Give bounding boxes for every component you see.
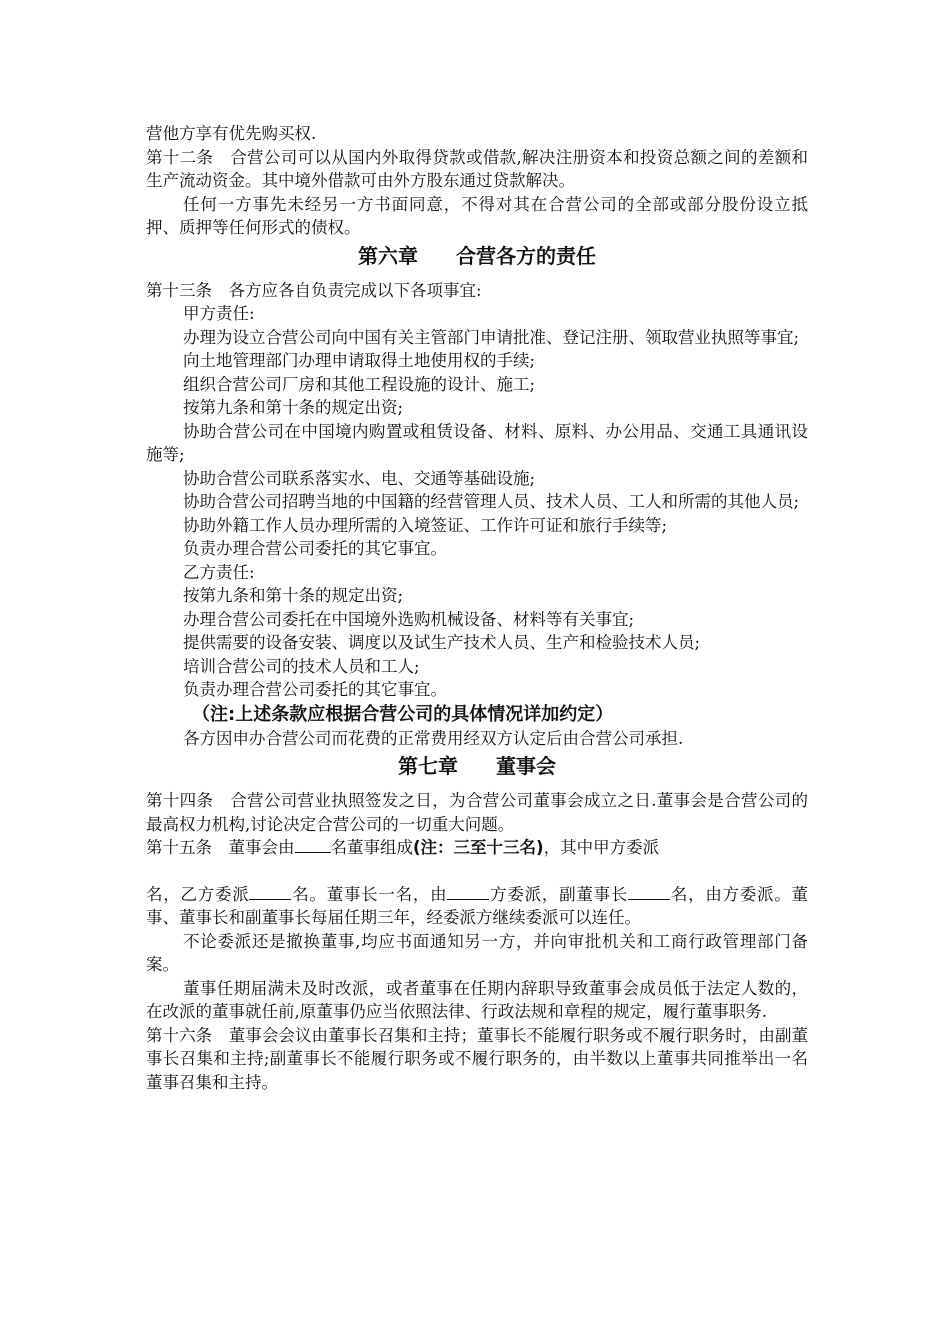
party-a-label: 甲方责任: [183, 304, 255, 323]
list-item: 负责办理合营公司委托的其它事宜。 [183, 680, 447, 699]
text-span: ，其中甲方委派 [543, 838, 660, 857]
list-item: 负责办理合营公司委托的其它事宜。 [183, 539, 447, 558]
expenses-paragraph: 各方因申办合营公司而花费的正常费用经双方认定后由合营公司承担. [183, 728, 684, 748]
article-14: 第十四条 合营公司营业执照签发之日，为合营公司董事会成立之日.董事会是合营公司的最高权力机构,讨论决定合营公司的一切重大问题。 [146, 791, 808, 834]
document-page [146, 122, 808, 1094]
blank-field[interactable] [447, 884, 489, 900]
article-15-cont [146, 883, 808, 930]
list-item: 协助外籍工作人员办理所需的入境签证、工作许可证和旅行手续等; [183, 515, 668, 535]
article-15 [146, 836, 808, 860]
inline-note: (注：三至十三名) [413, 838, 544, 857]
chapter-7-heading [146, 751, 808, 781]
paragraph: 董事任期届满未及时改派，或者董事在任期内辞职导致董事会成员低于法定人数的，在改派的董事就任前,原董事仍应当依照法律、行政法规和章程的规定，履行董事职务. [146, 978, 808, 1021]
text-span: 第十五条 董事会由 [146, 838, 295, 857]
paragraph: 任何一方事先未经另一方书面同意，不得对其在合营公司的全部或部分股份设立抵押、质押等任何形式的债权。 [146, 194, 808, 237]
article-16: 第十六条 董事会会议由董事长召集和主持；董事长不能履行职务或不履行职务时，由副董事长召集和主持;副董事长不能履行职务或不履行职务的，由半数以上董事共同推举出一名董事召集和主持。 [146, 1025, 808, 1092]
article-13: 第十三条 各方应各自负责完成以下各项事宜: [146, 280, 482, 300]
list-item: 组织合营公司厂房和其他工程设施的设计、施工; [183, 374, 536, 394]
list-item: 协助合营公司联系落实水、电、交通等基础设施; [183, 468, 536, 488]
text-span: 名，由 [670, 884, 723, 904]
text-span: 方委派。董事、董事长和副董事长每届任期三年，经委派方继续委派可以连任。 [146, 884, 809, 927]
party-b-label: 乙方责任: [183, 562, 255, 582]
text-span: 名，乙方委派 [146, 884, 250, 904]
list-item: 按第九条和第十条的规定出资; [183, 586, 404, 605]
list-item: 协助合营公司在中国境内购置或租赁设备、材料、原料、办公用品、交通工具通讯设施等; [146, 421, 808, 464]
list-item: 提供需要的设备安装、调度以及试生产技术人员、生产和检验技术人员; [183, 633, 701, 652]
list-item: 协助合营公司招聘当地的中国籍的经营管理人员、技术人员、工人和所需的其他人员; [183, 492, 800, 511]
list-item: 办理为设立合营公司向中国有关主管部门申请批准、登记注册、领取营业执照等事宜; [183, 327, 800, 347]
text-span: 名。董事长一名，由 [291, 884, 448, 904]
article-12: 第十二条 合营公司可以从国内外取得贷款或借款,解决注册资本和投资总额之间的差额和生产流动资金。其中境外借款可由外方股东通过贷款解决。 [146, 147, 808, 190]
drafting-note: （注:上述条款应根据合营公司的具体情况详加约定） [192, 703, 614, 725]
blank-field[interactable] [295, 837, 331, 853]
chapter-title: 合营各方的责任 [456, 243, 596, 268]
chapter-title: 董事会 [496, 754, 556, 778]
text-line: 营他方享有优先购买权. [146, 124, 317, 143]
blank-field[interactable] [249, 884, 291, 900]
chapter-number: 第七章 [398, 754, 458, 778]
chapter-number: 第六章 [358, 243, 418, 268]
list-item: 办理合营公司委托在中国境外选购机械设备、材料等有关事宜; [183, 609, 635, 629]
text-span: 名董事组成 [330, 838, 413, 857]
list-item: 培训合营公司的技术人员和工人; [183, 656, 420, 676]
chapter-6-heading [146, 241, 808, 271]
list-item: 按第九条和第十条的规定出资; [183, 398, 404, 417]
text-span: 方委派，副董事长 [489, 884, 629, 904]
blank-field[interactable] [628, 884, 670, 900]
paragraph: 不论委派还是撤换董事,均应书面通知另一方，并向审批机关和工商行政管理部门备案。 [146, 931, 808, 974]
list-item: 向土地管理部门办理申请取得土地使用权的手续; [183, 351, 536, 370]
